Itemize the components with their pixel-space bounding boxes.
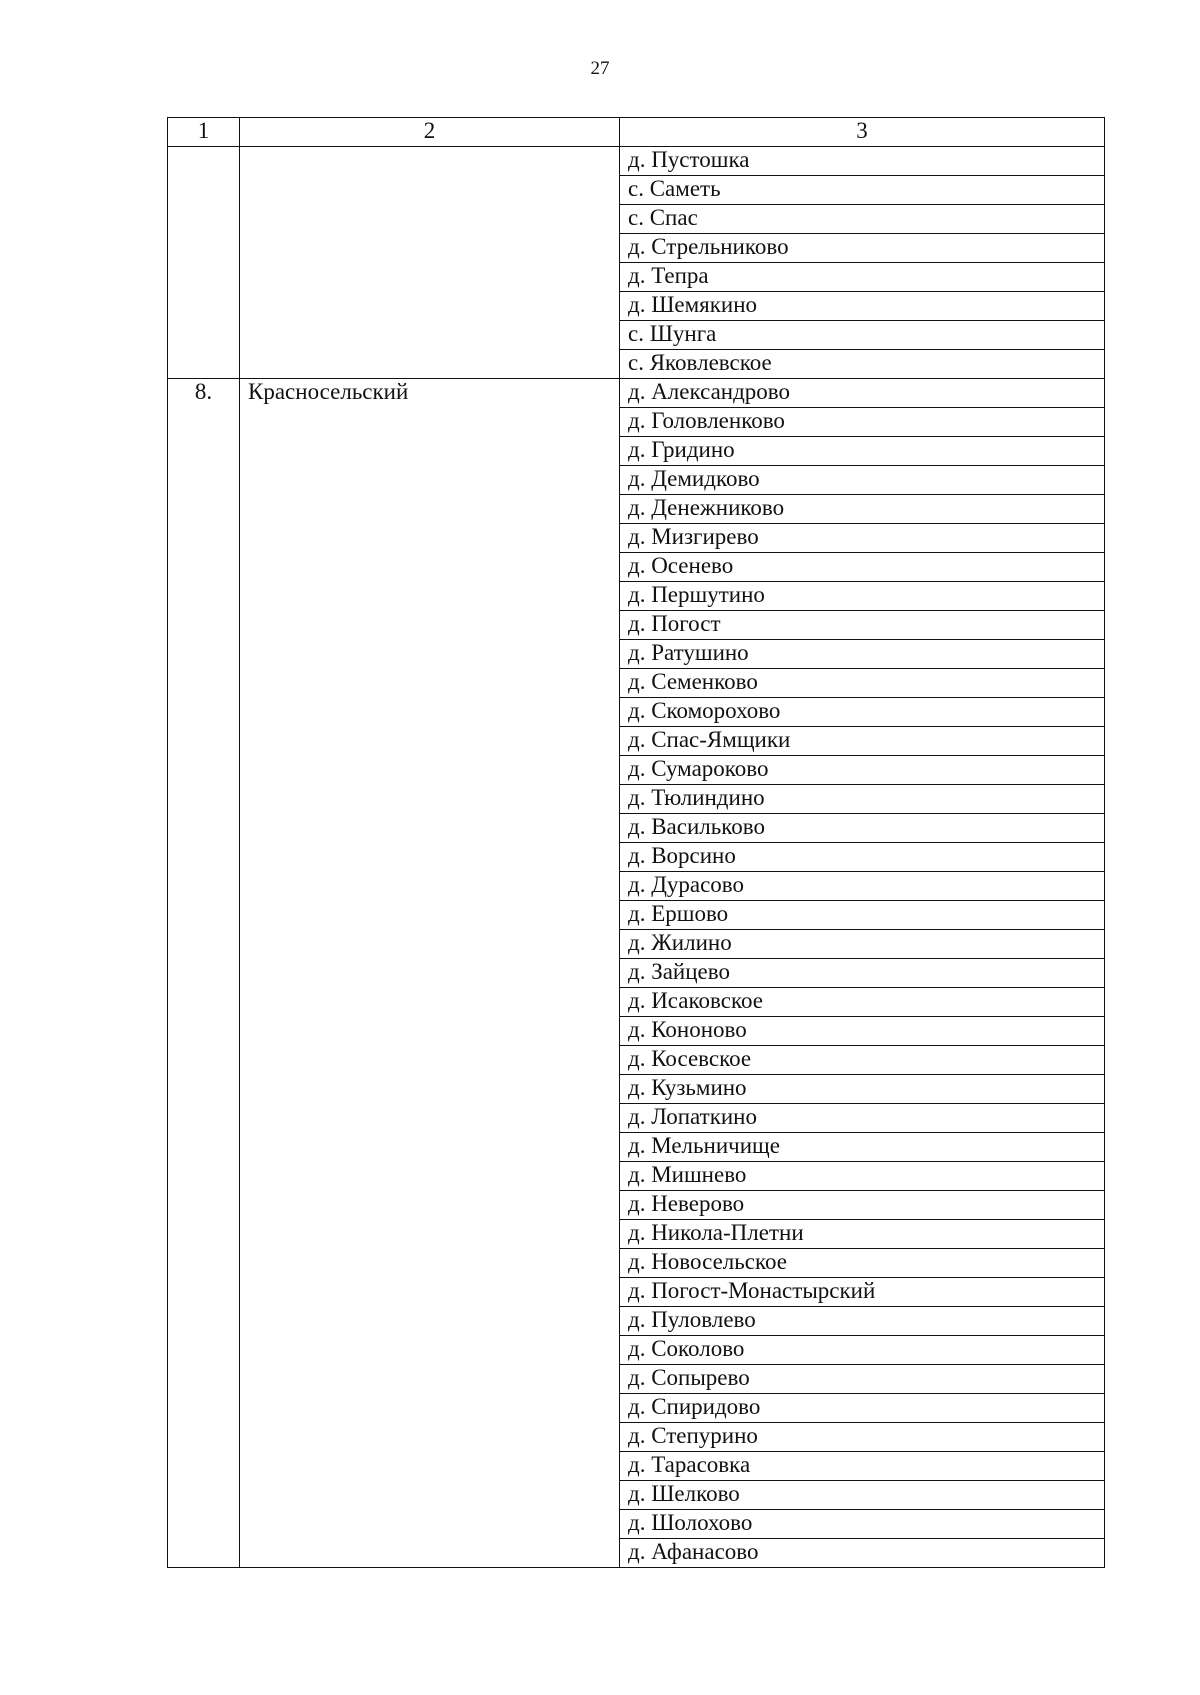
settlement-cell: д. Сопырево xyxy=(620,1365,1105,1394)
column-header-1: 1 xyxy=(168,118,240,147)
settlement-cell: д. Степурино xyxy=(620,1423,1105,1452)
settlement-cell: д. Шелково xyxy=(620,1481,1105,1510)
settlement-cell: д. Ворсино xyxy=(620,843,1105,872)
settlement-cell: д. Мельничище xyxy=(620,1133,1105,1162)
column-header-2: 2 xyxy=(240,118,620,147)
settlement-cell: д. Демидково xyxy=(620,466,1105,495)
settlement-cell: д. Денежниково xyxy=(620,495,1105,524)
settlement-table xyxy=(167,117,1105,1568)
column-header-3: 3 xyxy=(620,118,1105,147)
settlement-cell: д. Жилино xyxy=(620,930,1105,959)
settlement-cell: д. Исаковское xyxy=(620,988,1105,1017)
settlement-cell: д. Тепра xyxy=(620,263,1105,292)
settlement-cell: д. Першутино xyxy=(620,582,1105,611)
settlement-cell: д. Шолохово xyxy=(620,1510,1105,1539)
settlement-cell: д. Гридино xyxy=(620,437,1105,466)
district-name-cell: Красносельский xyxy=(240,379,620,1568)
settlement-cell: д. Ратушино xyxy=(620,640,1105,669)
settlement-cell: д. Стрельниково xyxy=(620,234,1105,263)
settlement-cell: с. Саметь xyxy=(620,176,1105,205)
table-header-row xyxy=(168,118,1105,147)
settlement-cell: д. Осенево xyxy=(620,553,1105,582)
settlement-cell: д. Головленково xyxy=(620,408,1105,437)
settlement-cell: д. Косевское xyxy=(620,1046,1105,1075)
settlement-cell: д. Кононово xyxy=(620,1017,1105,1046)
settlement-cell: д. Соколово xyxy=(620,1336,1105,1365)
settlement-cell: д. Спиридово xyxy=(620,1394,1105,1423)
settlement-cell: д. Никола-Плетни xyxy=(620,1220,1105,1249)
page-number: 27 xyxy=(590,58,610,79)
settlement-cell: с. Яковлевское xyxy=(620,350,1105,379)
settlement-cell: д. Кузьмино xyxy=(620,1075,1105,1104)
district-name-cell xyxy=(240,147,620,379)
settlement-cell: д. Зайцево xyxy=(620,959,1105,988)
settlement-cell: д. Мизгирево xyxy=(620,524,1105,553)
settlement-cell: д. Погост xyxy=(620,611,1105,640)
settlement-cell: д. Мишнево xyxy=(620,1162,1105,1191)
settlement-cell: д. Ершово xyxy=(620,901,1105,930)
settlement-cell: д. Афанасово xyxy=(620,1539,1105,1568)
settlement-cell: д. Пустошка xyxy=(620,147,1105,176)
settlement-cell: д. Погост-Монастырский xyxy=(620,1278,1105,1307)
settlement-cell: д. Сумароково xyxy=(620,756,1105,785)
settlement-cell: д. Александрово xyxy=(620,379,1105,408)
settlement-cell: д. Лопаткино xyxy=(620,1104,1105,1133)
settlement-cell: д. Тарасовка xyxy=(620,1452,1105,1481)
settlement-cell: с. Шунга xyxy=(620,321,1105,350)
settlement-cell: д. Шемякино xyxy=(620,292,1105,321)
settlement-cell: д. Новосельское xyxy=(620,1249,1105,1278)
settlement-cell: с. Спас xyxy=(620,205,1105,234)
settlement-cell: д. Неверово xyxy=(620,1191,1105,1220)
table-row xyxy=(168,379,1105,408)
row-number-cell xyxy=(168,147,240,379)
settlement-cell: д. Скоморохово xyxy=(620,698,1105,727)
settlement-cell: д. Тюлиндино xyxy=(620,785,1105,814)
settlement-cell: д. Спас-Ямщики xyxy=(620,727,1105,756)
table-row xyxy=(168,147,1105,176)
settlement-cell: д. Васильково xyxy=(620,814,1105,843)
settlement-cell: д. Дурасово xyxy=(620,872,1105,901)
settlement-cell: д. Пуловлево xyxy=(620,1307,1105,1336)
row-number-cell: 8. xyxy=(168,379,240,1568)
settlement-cell: д. Семенково xyxy=(620,669,1105,698)
table-body xyxy=(168,118,1105,1568)
